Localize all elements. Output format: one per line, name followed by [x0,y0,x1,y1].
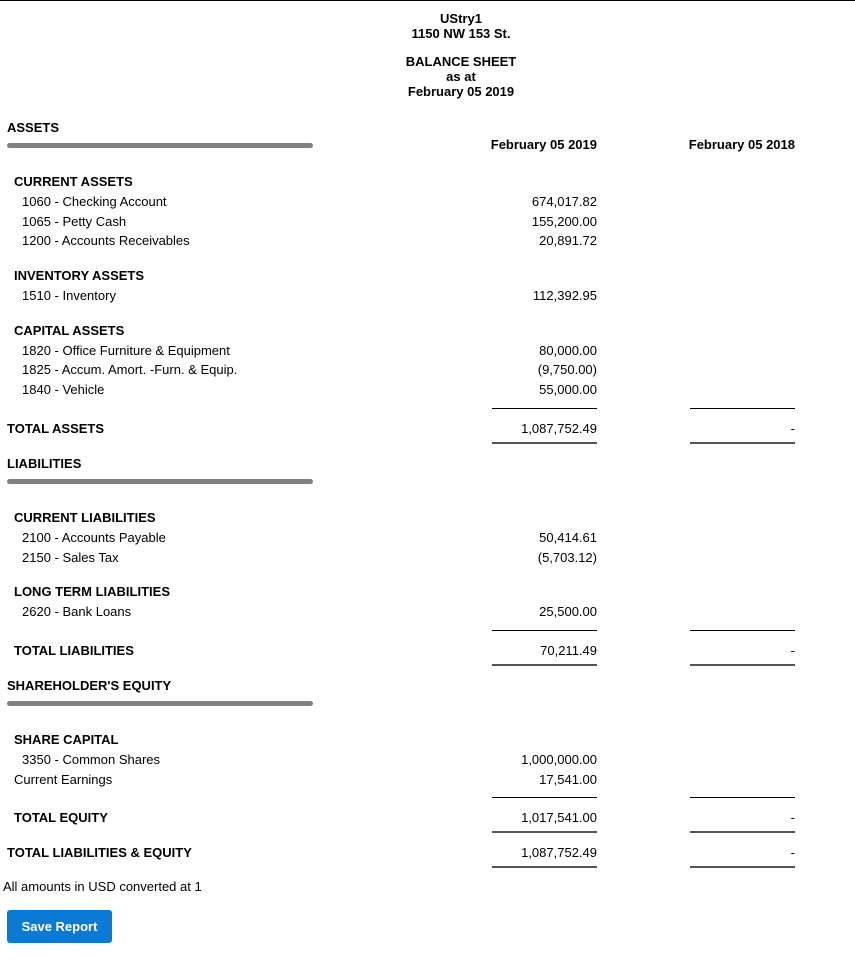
report-title: BALANCE SHEET [405,54,517,69]
total-rule [492,866,597,868]
company-name: UStry1 [440,11,482,26]
total-equity-label: TOTAL EQUITY [14,810,108,825]
save-report-button[interactable]: Save Report [7,910,112,943]
liabilities-divider [7,479,313,484]
total-equity-prev-value: - [790,810,795,825]
account-value: 674,017.82 [531,194,597,209]
total-assets-label: TOTAL ASSETS [7,421,105,436]
account-label: 2620 - Bank Loans [22,604,132,619]
account-value: 112,392.95 [532,288,597,303]
account-value: 20,891.72 [539,233,597,248]
account-label: 2100 - Accounts Payable [22,530,166,545]
capital-assets-heading: CAPITAL ASSETS [14,323,125,338]
total-equity-value: 1,017,541.00 [521,810,597,825]
subtotal-rule [690,630,795,631]
total-liabilities-label: TOTAL LIABILITIES [14,643,134,658]
liabilities-heading: LIABILITIES [7,456,82,471]
report-date: February 05 2019 [407,84,515,99]
total-assets-prev-value: - [790,421,795,436]
current-assets-heading: CURRENT ASSETS [14,174,133,189]
company-address: 1150 NW 153 St. [411,26,511,41]
inventory-assets-heading: INVENTORY ASSETS [14,268,145,283]
total-rule [492,442,597,444]
long-term-liabilities-heading: LONG TERM LIABILITIES [14,584,170,599]
total-liabilities-equity-label: TOTAL LIABILITIES & EQUITY [7,845,192,860]
subtotal-rule [690,797,795,798]
account-label: 1065 - Petty Cash [22,214,127,229]
account-label: 1825 - Accum. Amort. -Furn. & Equip. [22,362,238,377]
top-border [0,0,855,1]
equity-heading: SHAREHOLDER'S EQUITY [7,678,172,693]
subtotal-rule [492,408,597,409]
account-value: 25,500.00 [539,604,597,619]
account-value: 1,000,000.00 [521,752,597,767]
currency-note: All amounts in USD converted at 1 [3,879,202,894]
assets-heading: ASSETS [7,120,60,135]
account-value: (9,750.00) [537,362,597,377]
subtotal-rule [492,630,597,631]
current-liabilities-heading: CURRENT LIABILITIES [14,510,156,525]
total-liabilities-equity-value: 1,087,752.49 [521,845,597,860]
account-value: 55,000.00 [539,382,597,397]
account-label: 2150 - Sales Tax [22,550,119,565]
account-value: (5,703.12) [537,550,597,565]
account-label: 1060 - Checking Account [22,194,167,209]
account-value: 80,000.00 [539,343,597,358]
account-value: 155,200.00 [531,214,597,229]
account-label: 1820 - Office Furniture & Equipment [22,343,230,358]
account-label: 1510 - Inventory [22,288,116,303]
total-liabilities-equity-prev-value: - [790,845,795,860]
account-label: 1200 - Accounts Receivables [22,233,190,248]
current-earnings-value: 17,541.00 [539,772,597,787]
total-assets-value: 1,087,752.49 [521,421,597,436]
current-earnings-label: Current Earnings [14,772,113,787]
total-liabilities-value: 70,211.49 [540,643,597,658]
subtotal-rule [492,797,597,798]
account-value: 50,414.61 [539,530,597,545]
total-rule [690,442,795,444]
total-rule [690,866,795,868]
total-rule [492,831,597,833]
subtotal-rule [690,408,795,409]
equity-divider [7,701,313,706]
total-rule [690,831,795,833]
total-liabilities-prev-value: - [790,643,795,658]
total-rule [690,664,795,666]
account-label: 3350 - Common Shares [22,752,161,767]
assets-divider [7,143,313,148]
column-header-current: February 05 2019 [490,137,597,152]
total-rule [492,664,597,666]
share-capital-heading: SHARE CAPITAL [14,732,119,747]
report-as-at: as at [446,69,476,84]
account-label: 1840 - Vehicle [22,382,105,397]
column-header-previous: February 05 2018 [688,137,795,152]
